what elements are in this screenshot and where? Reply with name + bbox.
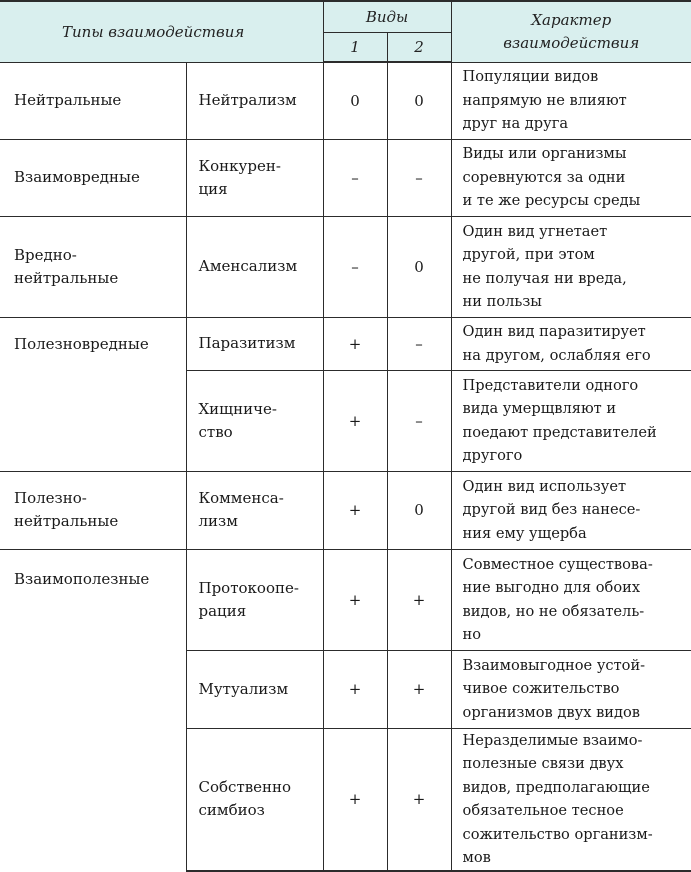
interaction-name: Мутуализм [186,650,323,728]
interaction-description: Неразделимые взаимо- полезные связи двух видов, предполагающие обязательное тесное сожительство организм- мов [451,728,691,871]
species-2-effect: + [387,650,451,728]
group-mutually-harmful: Взаимовредные [0,139,186,216]
interaction-name: Протокоопе- рация [186,549,323,650]
interaction-description: Совместное существова- ние выгодно для обоих видов, но не обязатель- но [451,549,691,650]
species-2-effect: – [387,370,451,471]
header-species-1: 1 [323,32,387,62]
species-2-effect: + [387,549,451,650]
interaction-description: Один вид угнетает другой, при этом не получая ни вреда, ни пользы [451,216,691,317]
group-neutral: Нейтральные [0,62,186,139]
species-2-effect: + [387,728,451,871]
table-row [0,317,691,370]
header-species-2: 2 [387,32,451,62]
group-beneficial-harmful: Полезновредные [14,334,149,353]
table-row [0,139,691,216]
header-character: Характер взаимодействия [451,1,691,62]
interaction-name: Собственно симбиоз [186,728,323,871]
interaction-description: Представители одного вида умерщвляют и поедают представителей другого [451,370,691,471]
interaction-description: Один вид паразитирует на другом, ослабляя его [451,317,691,370]
species-1-effect: + [323,549,387,650]
species-2-effect: 0 [387,216,451,317]
species-1-effect: – [323,139,387,216]
species-1-effect: + [323,317,387,370]
species-1-effect: + [323,471,387,549]
species-2-effect: – [387,317,451,370]
table-row [0,471,691,549]
interaction-description: Виды или организмы соревнуются за одни и те же ресурсы среды [451,139,691,216]
table-row [0,216,691,317]
species-1-effect: + [323,728,387,871]
interaction-name: Нейтрализм [186,62,323,139]
interaction-name: Аменсализм [186,216,323,317]
interaction-name: Конкурен- ция [186,139,323,216]
group-harmful-neutral: Вредно- нейтральные [0,216,186,317]
species-1-effect: + [323,370,387,471]
interaction-description: Популяции видов напрямую не влияют друг на друга [451,62,691,139]
table-row [0,549,691,650]
interaction-name: Комменса- лизм [186,471,323,549]
interaction-description: Один вид использует другой вид без нанесе- ния ему ущерба [451,471,691,549]
group-mutually-beneficial: Взаимополезные [14,569,150,588]
interaction-description: Взаимовыгодное устой- чивое сожительство организмов двух видов [451,650,691,728]
group-beneficial-neutral: Полезно- нейтральные [0,471,186,549]
species-1-effect: + [323,650,387,728]
species-1-effect: 0 [323,62,387,139]
species-2-effect: 0 [387,62,451,139]
species-2-effect: – [387,139,451,216]
header-types: Типы взаимодействия [0,1,323,62]
species-1-effect: – [323,216,387,317]
interaction-name: Хищниче- ство [186,370,323,471]
interaction-name: Паразитизм [186,317,323,370]
species-2-effect: 0 [387,471,451,549]
header-species: Виды [323,1,451,32]
table-row [0,62,691,139]
